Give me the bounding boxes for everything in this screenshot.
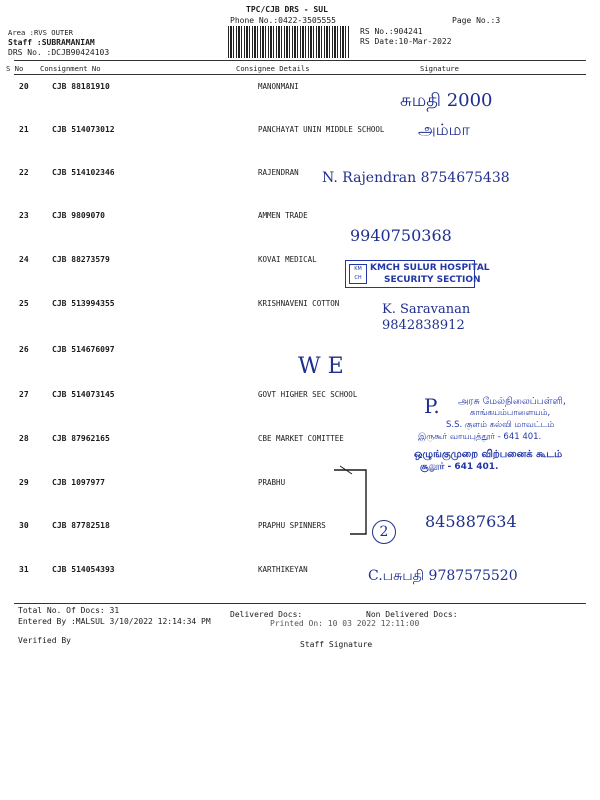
signature: அம்மா [418, 120, 470, 139]
total-docs: Total No. Of Docs: 31 [18, 606, 120, 615]
rs-number: RS No.:904241 [360, 27, 423, 36]
row-consignment: CJB 9809070 [52, 211, 105, 220]
row-sno: 31 [19, 565, 29, 574]
barcode [228, 26, 350, 58]
row-consignee: AMMEN TRADE [258, 211, 308, 220]
row-consignment: CJB 88181910 [52, 82, 110, 91]
non-delivered-docs: Non Delivered Docs: [366, 610, 458, 619]
row-consignee: CBE MARKET COMITTEE [258, 434, 344, 443]
col-header-signature: Signature [420, 64, 459, 73]
row-sno: 28 [19, 434, 29, 443]
stamp-text: KMCH SULUR HOSPITAL [370, 263, 490, 273]
row-consignment: CJB 514102346 [52, 168, 115, 177]
row-consignee: KRISHNAVENI COTTON [258, 299, 340, 308]
rs-date: RS Date:10-Mar-2022 [360, 37, 452, 46]
row-consignee: KARTHIKEYAN [258, 565, 308, 574]
row-sno: 27 [19, 390, 29, 399]
col-header-consignment: Consignment No [40, 64, 101, 73]
row-sno: 22 [19, 168, 29, 177]
delivered-docs: Delivered Docs: [230, 610, 303, 619]
stamp-text: S.S. குளம் கல்வி மாவட்டம் [446, 420, 555, 430]
col-header-sno: S No [6, 64, 24, 73]
document-title: TPC/CJB DRS - SUL [246, 5, 328, 14]
divider [14, 74, 586, 75]
drs-number: DRS No. :DCJB90424103 [8, 48, 110, 57]
row-consignee: GOVT HIGHER SEC SCHOOL [258, 390, 358, 399]
kmch-logo: KM CH [349, 264, 367, 284]
signature: 9940750368 [350, 226, 452, 245]
row-sno: 24 [19, 255, 29, 264]
staff-name: Staff :SUBRAMANIAM [8, 38, 95, 47]
row-sno: 29 [19, 478, 29, 487]
row-consignment: CJB 1097977 [52, 478, 105, 487]
stamp-text: இருகூர் வாயபுத்தூர் - 641 401. [418, 432, 542, 442]
stamp-text: அரசு மேல்நிலைப்பள்ளி, [458, 396, 566, 407]
row-consignee: MANONMANI [258, 82, 299, 91]
row-consignment: CJB 87962165 [52, 434, 110, 443]
col-header-consignee: Consignee Details [236, 64, 310, 73]
row-consignment: CJB 514054393 [52, 565, 115, 574]
divider [14, 603, 586, 604]
row-consignee: RAJENDRAN [258, 168, 299, 177]
row-sno: 21 [19, 125, 29, 134]
row-consignee: PRAPHU SPINNERS [258, 521, 326, 530]
signature: N. Rajendran 8754675438 [322, 170, 510, 186]
stamp-text: காங்கயம்பாளையம், [470, 408, 551, 418]
row-sno: 23 [19, 211, 29, 220]
signature: W E [298, 354, 344, 379]
signature: 845887634 [425, 512, 517, 531]
row-sno: 26 [19, 345, 29, 354]
row-consignee: PRABHU [258, 478, 286, 487]
circled-mark: 2 [372, 520, 396, 544]
row-consignee: KOVAI MEDICAL [258, 255, 317, 264]
page-number: Page No.:3 [452, 16, 501, 25]
area: Area :RVS OUTER [8, 28, 73, 37]
row-consignment: CJB 514073145 [52, 390, 115, 399]
bracket-mark [330, 462, 370, 542]
row-consignment: CJB 514073012 [52, 125, 115, 134]
signature: P. [424, 394, 440, 418]
stamp-text: ஒழுங்குமுறை விற்பனைக் கூடம் [414, 449, 563, 460]
hospital-stamp [345, 260, 490, 288]
row-sno: 30 [19, 521, 29, 530]
row-consignment: CJB 88273579 [52, 255, 110, 264]
row-consignment: CJB 513994355 [52, 299, 115, 308]
signature: C.பசுபதி 9787575520 [368, 568, 518, 584]
row-sno: 25 [19, 299, 29, 308]
divider [14, 60, 586, 61]
staff-signature-label: Staff Signature [300, 640, 373, 649]
row-consignee: PANCHAYAT UNIN MIDDLE SCHOOL [258, 125, 385, 134]
signature: சுமதி 2000 [400, 90, 493, 111]
phone-number: Phone No.:0422-3505555 [230, 16, 336, 25]
printed-on: Printed On: 10 03 2022 12:11:00 [270, 619, 420, 628]
row-sno: 20 [19, 82, 29, 91]
entered-by: Entered By :MALSUL 3/10/2022 12:14:34 PM [18, 617, 211, 626]
signature: K. Saravanan 9842838912 [382, 302, 471, 333]
verified-by: Verified By [18, 636, 71, 645]
row-consignment: CJB 514676097 [52, 345, 115, 354]
row-consignment: CJB 87782518 [52, 521, 110, 530]
stamp-text: SECURITY SECTION [384, 275, 481, 285]
stamp-text: சூலூர் - 641 401. [420, 462, 499, 472]
